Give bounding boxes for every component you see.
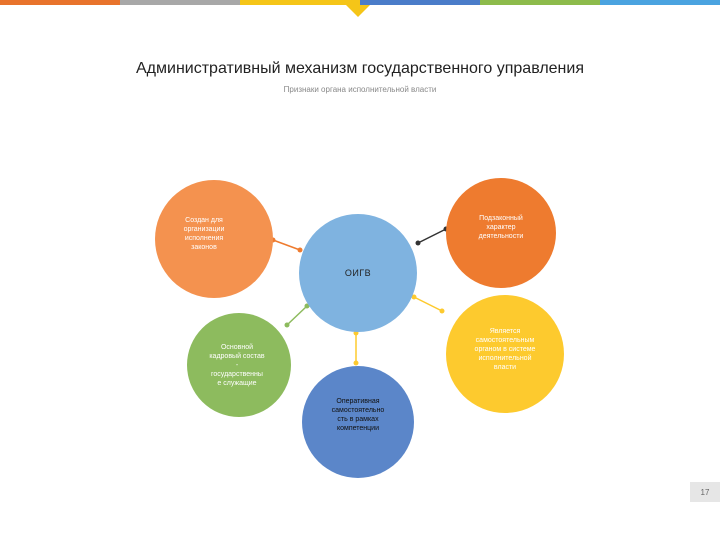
- connector-dot: [440, 309, 445, 314]
- node-bottom: [302, 366, 414, 478]
- node-bottom-right: [446, 295, 564, 413]
- connector-dot: [416, 241, 421, 246]
- node-label: Оперативная самостоятельно сть в рамках компетенции: [331, 398, 385, 432]
- node-top-right: [446, 178, 556, 288]
- node-top-left: [155, 180, 273, 298]
- page-number: 17: [690, 482, 720, 502]
- node-center: [299, 214, 417, 332]
- node-label: Создан для организации исполнения законов: [183, 217, 225, 251]
- connector-top-right: [418, 229, 446, 243]
- node-label: Основной кадровый состав - государственны е служащие: [209, 343, 265, 387]
- node-bottom-left: [187, 313, 291, 417]
- connector-dot: [354, 361, 359, 366]
- node-label: Является самостоятельным органом в системе исполнительной власти: [474, 327, 536, 371]
- connector-bottom-right: [414, 297, 442, 311]
- connector-dot: [285, 323, 290, 328]
- slide-title: Административный механизм государственного управления: [136, 60, 584, 77]
- node-label: Подзаконный характер деятельности: [478, 214, 524, 240]
- slide-subtitle: Признаки органа исполнительной власти: [283, 85, 437, 94]
- connector-top-left: [273, 240, 300, 250]
- connector-bottom-left: [287, 306, 307, 325]
- node-center-label: ОИГВ: [344, 267, 372, 278]
